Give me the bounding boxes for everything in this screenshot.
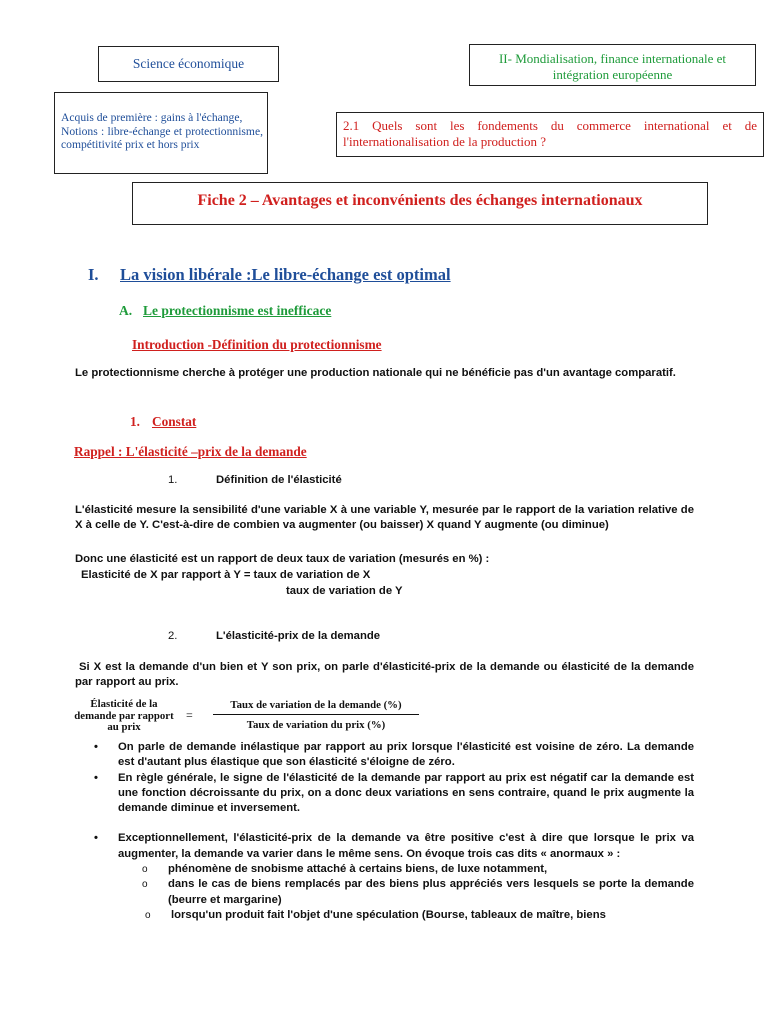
list-item xyxy=(94,771,694,817)
prereq-text: Acquis de première : gains à l'échange, Notions : libre-échange et protectionnisme, compétitivité prix et hors prix xyxy=(61,111,263,152)
title-box xyxy=(132,182,708,225)
def1-line2: Donc une élasticité est un rapport de deux taux de variation (mesurés en %) : xyxy=(75,553,490,565)
section-a-label: Le protectionnisme est inefficace xyxy=(143,303,332,318)
def2-text xyxy=(75,660,694,691)
sub-list-item-text: dans le cas de biens remplacés par des biens plus appréciés vers lesquels se porte la demande (beurre et margarine) xyxy=(168,878,694,906)
circle-bullet-icon: o xyxy=(145,909,151,921)
formula2-bar xyxy=(213,714,419,715)
def2-number: 2. xyxy=(168,630,178,642)
def1-heading xyxy=(168,474,342,486)
section-1-label: La vision libérale :Le libre-échange est optimal xyxy=(120,265,451,284)
section-1-number: I. xyxy=(88,265,99,284)
bullet-icon: • xyxy=(94,771,98,784)
page-title: Fiche 2 – Avantages et inconvénients des échanges internationaux xyxy=(197,192,643,209)
sub-list-item xyxy=(142,862,694,877)
formula2-denominator: Taux de variation du prix (%) xyxy=(246,719,386,731)
circle-bullet-icon: o xyxy=(142,864,148,876)
subject-label: Science économique xyxy=(132,56,245,71)
intro-text-content: Le protectionnisme cherche à protéger une production nationale qui ne bénéficie pas d'un avantage comparatif. xyxy=(75,367,676,379)
constat-label: Constat xyxy=(152,414,197,429)
def1-number: 1. xyxy=(168,474,178,486)
list-item xyxy=(94,740,694,771)
sub-list-item xyxy=(145,908,694,923)
section-a-number: A. xyxy=(119,303,133,318)
list-item xyxy=(94,831,694,862)
list-item-text: Exceptionnellement, l'élasticité-prix de la demande va être positive c'est à dire que lorsque le prix va augmenter, la demande va varier dans le même sens. On évoque trois cas dits « anormaux » : xyxy=(118,832,694,860)
bullet-icon: • xyxy=(94,741,98,753)
question-box xyxy=(336,112,764,157)
formula2-numerator: Taux de variation de la demande (%) xyxy=(230,699,402,711)
def1-label: Définition de l'élasticité xyxy=(216,474,342,486)
formula1-line1: Elasticité de X par rapport à Y = taux de variation de X xyxy=(81,569,371,581)
def2-text-content: Si X est la demande d'un bien et Y son prix, on parle d'élasticité-prix de la demande ou élasticité de la demande par rapport au prix. xyxy=(75,661,694,689)
sub-list-item-text: phénomène de snobisme attaché à certains biens, de luxe notamment, xyxy=(168,863,548,876)
chapter-label: II- Mondialisation, finance internationale et intégration européenne xyxy=(498,51,727,82)
intro-text xyxy=(75,366,694,381)
bullet-list xyxy=(94,740,694,923)
formula1-line2: taux de variation de Y xyxy=(286,585,403,597)
def1-text-content: L'élasticité mesure la sensibilité d'une variable X à une variable Y, mesurée par le rapport de la variation relative de X à celle de Y. C'est-à-dire de combien va augmenter (ou baisser) X quand Y augmente (ou diminue) xyxy=(75,504,694,532)
constat-heading xyxy=(130,414,196,430)
def1-text xyxy=(75,503,694,534)
section-1-heading xyxy=(88,265,451,285)
sub-list-item-text: lorsqu'un produit fait l'objet d'une spéculation (Bourse, tableaux de maître, biens xyxy=(171,908,606,921)
question-text: 2.1 Quels sont les fondements du commerce international et de l'internationalisation de la production ? xyxy=(343,118,757,149)
sub-list-item xyxy=(142,877,694,908)
formula2-left xyxy=(74,699,174,734)
chapter-box xyxy=(469,44,756,86)
formula2-fraction xyxy=(213,699,419,731)
prereq-box xyxy=(54,92,268,174)
rappel-heading: Rappel : L'élasticité –prix de la demande xyxy=(74,444,307,459)
def2-heading xyxy=(168,630,380,642)
spacer xyxy=(118,816,694,831)
list-item-text: On parle de demande inélastique par rapport au prix lorsque l'élasticité est voisine de zéro. La demande est d'autant plus élastique que son élasticité s'éloigne de zéro. xyxy=(118,741,694,769)
bullet-icon: • xyxy=(94,832,98,845)
list-item-text: En règle générale, le signe de l'élasticité de la demande par rapport au prix est négatif car la demande est une fonction décroissante du prix, on a donc deux variations en sens contraire, quand le prix augmente la demande diminue et inversement. xyxy=(118,771,694,815)
intro-heading: Introduction -Définition du protectionnisme xyxy=(132,337,382,352)
constat-number: 1. xyxy=(130,414,140,429)
circle-bullet-icon: o xyxy=(142,879,148,891)
section-a-heading xyxy=(119,303,331,319)
subject-box xyxy=(98,46,279,82)
formula2-equals: = xyxy=(186,708,193,722)
def2-label: L'élasticité-prix de la demande xyxy=(216,630,381,642)
formula2-left-text: Élasticité de la demande par rapport au prix xyxy=(74,698,174,734)
